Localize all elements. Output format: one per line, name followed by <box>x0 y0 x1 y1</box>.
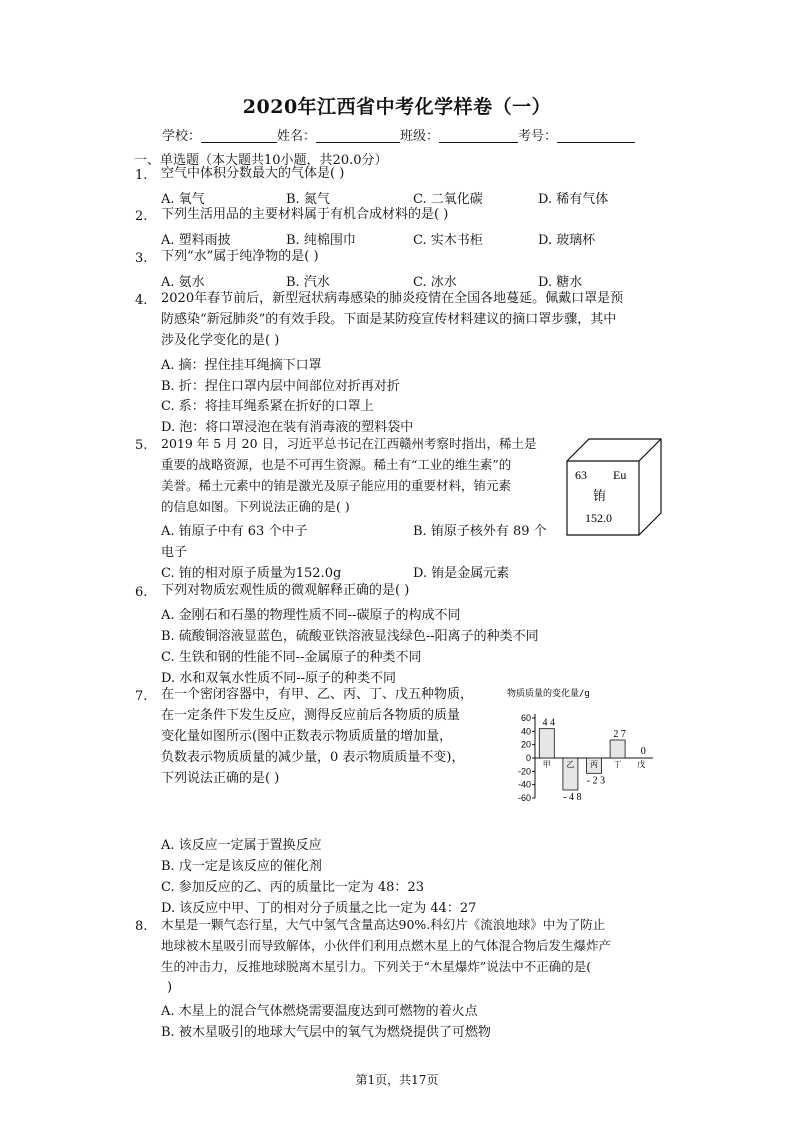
question-8-line: 地球被木星吸引而导致解体，小伙伴们利用点燃木星上的气体混合物后发生爆炸产 <box>161 938 612 953</box>
y-tick-label: -60 <box>517 793 531 803</box>
school-blank <box>201 129 277 143</box>
question-number: 2. <box>135 209 148 224</box>
number-blank <box>557 129 635 143</box>
q2-option-a: A. 塑料雨披 <box>161 233 231 248</box>
q6-option-b: B. 硫酸铜溶液显蓝色，硫酸亚铁溶液显浅绿色--阳离子的种类不同 <box>161 629 539 644</box>
q7-option-c: C. 参加反应的乙、丙的质量比一定为 48：23 <box>161 880 424 895</box>
element-name: 铕 <box>593 489 607 504</box>
question-number: 7. <box>135 689 148 704</box>
question-6-text: 下列对物质宏观性质的微观解释正确的是( ) <box>161 583 410 598</box>
question-5-line: 重要的战略资源，也是不可再生资源。稀土有“工业的维生素”的 <box>161 457 512 472</box>
category-label: 乙 <box>566 760 575 769</box>
question-5-line: 2019 年 5 月 20 日，习近平总书记在江西赣州考察时指出，稀土是 <box>161 436 537 451</box>
category-label: 丙 <box>590 760 598 769</box>
question-7-line: 负数表示物质质量的减少量，0 表示物质质量不变)， <box>161 750 465 765</box>
question-7-line: 变化量如图所示(图中正数表示物质质量的增加量， <box>161 729 453 744</box>
question-4-line: 涉及化学变化的是( ) <box>161 333 280 348</box>
question-number: 6. <box>135 585 148 600</box>
value-label: 2 7 <box>613 729 626 740</box>
q6-option-c: C. 生铁和钢的性能不同--金属原子的种类不同 <box>161 650 422 665</box>
number-label: 考号： <box>518 129 558 144</box>
q5-option-d: D. 铕是金属元素 <box>413 566 510 581</box>
y-tick-label: 20 <box>520 739 531 750</box>
question-8-line: ) <box>167 980 173 995</box>
q2-option-c: C. 实木书柜 <box>413 233 483 248</box>
value-label: 4 4 <box>542 717 556 729</box>
question-number: 4. <box>135 293 148 308</box>
q7-option-b: B. 戊一定是该反应的催化剂 <box>161 859 322 874</box>
element-symbol: Eu <box>613 468 627 482</box>
element-cube-svg <box>565 437 665 537</box>
student-info-row <box>162 125 635 144</box>
question-number: 3. <box>135 251 148 266</box>
q8-option-a: A. 木星上的混合气体燃烧需要温度达到可燃物的着火点 <box>161 1004 478 1019</box>
value-label: - 4 8 <box>563 792 582 803</box>
q4-option-d: D. 泡：将口罩浸泡在装有消毒液的塑料袋中 <box>161 420 414 435</box>
bar-丁 <box>610 740 625 758</box>
q6-option-a: A. 金刚石和石墨的物理性质不同--碳原子的构成不同 <box>161 608 461 623</box>
q4-option-c: C. 系：将挂耳绳系紧在折好的口罩上 <box>161 399 374 414</box>
question-1-text: 空气中体积分数最大的气体是( ) <box>161 166 345 181</box>
value-label: - 2 3 <box>586 775 606 787</box>
atomic-number: 63 <box>575 468 587 482</box>
q3-option-b: B. 汽水 <box>286 275 330 290</box>
name-label: 姓名： <box>277 129 317 144</box>
q7-option-a: A. 该反应一定属于置换反应 <box>161 838 322 853</box>
y-tick-label: -20 <box>517 766 531 777</box>
q3-option-c: C. 冰水 <box>413 275 457 290</box>
question-4-line: 防感染“新冠肺炎”的有效手段。下面是某防疫宣传材料建议的摘口罩步骤，其中 <box>161 312 617 327</box>
question-3-text: 下列“水”属于纯净物的是( ) <box>161 249 319 264</box>
q1-option-d: D. 稀有气体 <box>538 192 609 207</box>
q1-option-c: C. 二氧化碳 <box>413 192 483 207</box>
q5-option-a: A. 铕原子中有 63 个中子 <box>161 524 308 539</box>
q4-option-b: B. 折：捏住口罩内层中间部位对折再对折 <box>161 379 400 394</box>
question-2-text: 下列生活用品的主要材料属于有机合成材料的是( ) <box>161 207 449 222</box>
q2-option-b: B. 纯棉围巾 <box>286 233 356 248</box>
q3-option-a: A. 氨水 <box>161 275 205 290</box>
q5-option-b-continued: 电子 <box>161 545 188 560</box>
section-heading: 一、单选题（本大题共10小题，共20.0分） <box>134 153 388 168</box>
mass-change-chart <box>505 688 655 806</box>
question-7-line: 在一定条件下发生反应，测得反应前后各物质的质量 <box>161 708 461 723</box>
class-label: 班级： <box>400 129 440 144</box>
class-blank <box>439 129 518 143</box>
q3-option-d: D. 糖水 <box>538 275 583 290</box>
question-4-line: 2020年春节前后，新型冠状病毒感染的肺炎疫情在全国各地蔓延。佩戴口罩是预 <box>161 291 624 306</box>
question-7-line: 在一个密闭容器中，有甲、乙、丙、丁、戊五种物质， <box>161 687 474 702</box>
value-label: 0 <box>640 746 646 757</box>
category-label: 戊 <box>637 760 646 769</box>
question-number: 1. <box>135 168 148 183</box>
q5-option-b: B. 铕原子核外有 89 个 <box>413 524 547 539</box>
page-title: 2020年江西省中考化学样卷（一） <box>242 96 552 118</box>
q2-option-d: D. 玻璃杯 <box>538 233 596 248</box>
q1-option-a: A. 氧气 <box>161 192 205 207</box>
question-5-line: 美誉。稀土元素中的铕是激光及原子能应用的重要材料，铕元素 <box>161 478 512 493</box>
name-blank <box>316 129 400 143</box>
y-tick-label: 0 <box>525 753 531 763</box>
chart-title: 物质质量的变化量/g <box>507 689 590 699</box>
q6-option-d: D. 水和双氧水性质不同--原子的种类不同 <box>161 671 397 686</box>
y-tick-label: 40 <box>520 726 531 737</box>
q4-option-a: A. 摘：捏住挂耳绳摘下口罩 <box>161 358 322 373</box>
q1-option-b: B. 氮气 <box>286 192 330 207</box>
y-tick-label: -40 <box>517 779 531 790</box>
category-label: 丁 <box>613 760 622 769</box>
question-8-line: 木星是一颗气态行星，大气中氢气含量高达90%.科幻片《流浪地球》中为了防止 <box>161 917 606 932</box>
bar-甲 <box>539 729 554 758</box>
q7-option-d: D. 该反应中甲、丁的相对分子质量之比一定为 44：27 <box>161 901 477 916</box>
school-label: 学校： <box>162 129 202 144</box>
atomic-mass: 152.0 <box>585 511 612 525</box>
category-label: 甲 <box>542 760 551 769</box>
question-8-line: 生的冲击力，反推地球脱离木星引力。下列关于“木星爆炸”说法中不正确的是( <box>161 959 592 974</box>
mass-change-chart-svg <box>505 688 655 806</box>
question-7-line: 下列说法正确的是( ) <box>161 771 280 786</box>
europium-element-card <box>565 437 665 537</box>
page-footer: 第1页，共17页 <box>355 1073 439 1087</box>
q8-option-b: B. 被木星吸引的地球大气层中的氧气为燃烧提供了可燃物 <box>161 1025 491 1040</box>
question-5-line: 的信息如图。下列说法正确的是( ) <box>161 499 350 514</box>
question-number: 5. <box>135 438 148 453</box>
q5-option-c: C. 铕的相对原子质量为152.0g <box>161 566 342 581</box>
question-number: 8. <box>135 919 148 934</box>
y-tick-label: 60 <box>520 713 531 723</box>
